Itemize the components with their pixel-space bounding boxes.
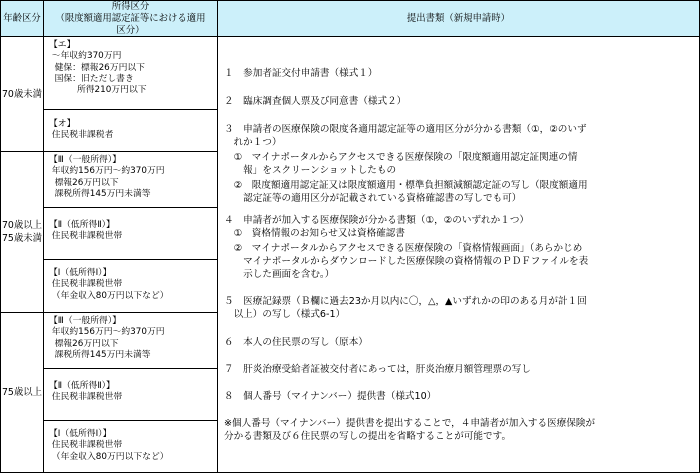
income-category-i-70: 【Ⅰ（低所得Ⅰ）】 住民税非課税世帯 （年金収入80万円以下など）	[43, 259, 218, 313]
document-line: マイナポータルからダウンロードした医療保険の資格情報のＰＤＦファイルを表	[224, 256, 589, 267]
document-line: ６ 本人の住民票の写し（原本）	[224, 337, 368, 348]
document-line: ２ 臨床調査個人票及び同意書（様式２）	[224, 96, 407, 107]
document-line: １ 参加者証交付申請書（様式１）	[224, 68, 378, 79]
header-income-line2: （限度額適用認定証等における適用	[55, 12, 206, 24]
age-70-to-75-line2: 75歳未満	[1, 233, 43, 244]
header-income-line1: 所得区分	[111, 0, 150, 12]
age-under-70	[0, 36, 44, 152]
document-line: 分かる書類及び６住民票の写しの提出を省略することが可能です。	[224, 431, 512, 442]
income-category-e: 【エ】 〜年収約370万円 健保：標報26万円以下 国保：旧ただし書き 所得210万円以下	[43, 36, 218, 110]
income-category-ii-75: 【Ⅱ（低所得Ⅱ）】 住民税非課税世帯	[43, 368, 218, 421]
income-category-iii-75: 【Ⅲ（一般所得）】 年収約156万円～約370万円 標報26万円以下 課税所得145万円未満等	[43, 312, 218, 369]
document-line: 報」をスクリーンショットしたもの	[224, 165, 397, 176]
document-line: 認定証等の適用区分が記載されている資格確認書の写しでも可）	[224, 193, 522, 204]
document-line: ① マイナポータルからアクセスできる医療保険の「限度額適用認定証関連の情	[224, 152, 578, 163]
document-line: ５ 医療記録票（Ｂ欄に過去23か月以内に〇，△，▲いずれかの印のある月が計１回	[224, 296, 587, 307]
age-under-70-text: 70歳未満	[1, 88, 43, 100]
document-line: 以上）の写し（様式6-1）	[224, 309, 346, 320]
document-line: ４ 申請者が加入する医療保険が分かる書類（①，②のいずれか１つ）	[224, 215, 530, 226]
document-line: ※個人番号（マイナンバー）提供書を提出することで，４申請者が加入する医療保険が	[224, 418, 596, 429]
document-line: ７ 肝炎治療受給者証被交付者にあっては，肝炎治療月額管理票の写し	[224, 364, 531, 375]
document-line: ① 資格情報のお知らせ又は資格確認書	[224, 228, 405, 239]
header-income-line3: 区分）	[116, 24, 145, 36]
age-70-to-75-line1: 70歳以上	[1, 220, 43, 231]
document-line: れか１つ）	[224, 137, 282, 148]
income-category-iii-70: 【Ⅲ（一般所得）】 年収約156万円～約370万円 標報26万円以下 課税所得145万円未満等	[43, 151, 218, 208]
document-line: ② マイナポータルからアクセスできる医療保険の「資格情報画面」（あらかじめ	[224, 243, 583, 254]
age-70-to-75	[0, 151, 44, 313]
income-category-o: 【オ】 住民税非課税者	[43, 109, 218, 152]
document-line: ３ 申請者の医療保険の限度各適用認定証等の適用区分が分かる書類（①，②のいず	[224, 124, 587, 135]
document-line: ８ 個人番号（マイナンバー）提供書（様式10）	[224, 391, 437, 402]
header-documents-text: 提出書類（新規申請時）	[406, 12, 511, 24]
header-documents	[217, 0, 700, 37]
age-over-75-text: 75歳以上	[1, 387, 43, 398]
header-income	[43, 0, 218, 37]
age-over-75	[0, 312, 44, 473]
document-line: ② 限度額適用認定証又は限度額適用・標準負担額減額認定証の写し（限度額適用	[224, 180, 588, 191]
header-age-text: 年齢区分	[3, 12, 41, 24]
document-line: 示した画面を含む。）	[224, 269, 335, 280]
income-category-ii-70: 【Ⅱ（低所得Ⅱ）】 住民税非課税世帯	[43, 207, 218, 260]
header-age	[0, 0, 44, 37]
income-category-i-75: 【Ⅰ（低所得Ⅰ）】 住民税非課税世帯 （年金収入80万円以下など）	[43, 420, 218, 473]
